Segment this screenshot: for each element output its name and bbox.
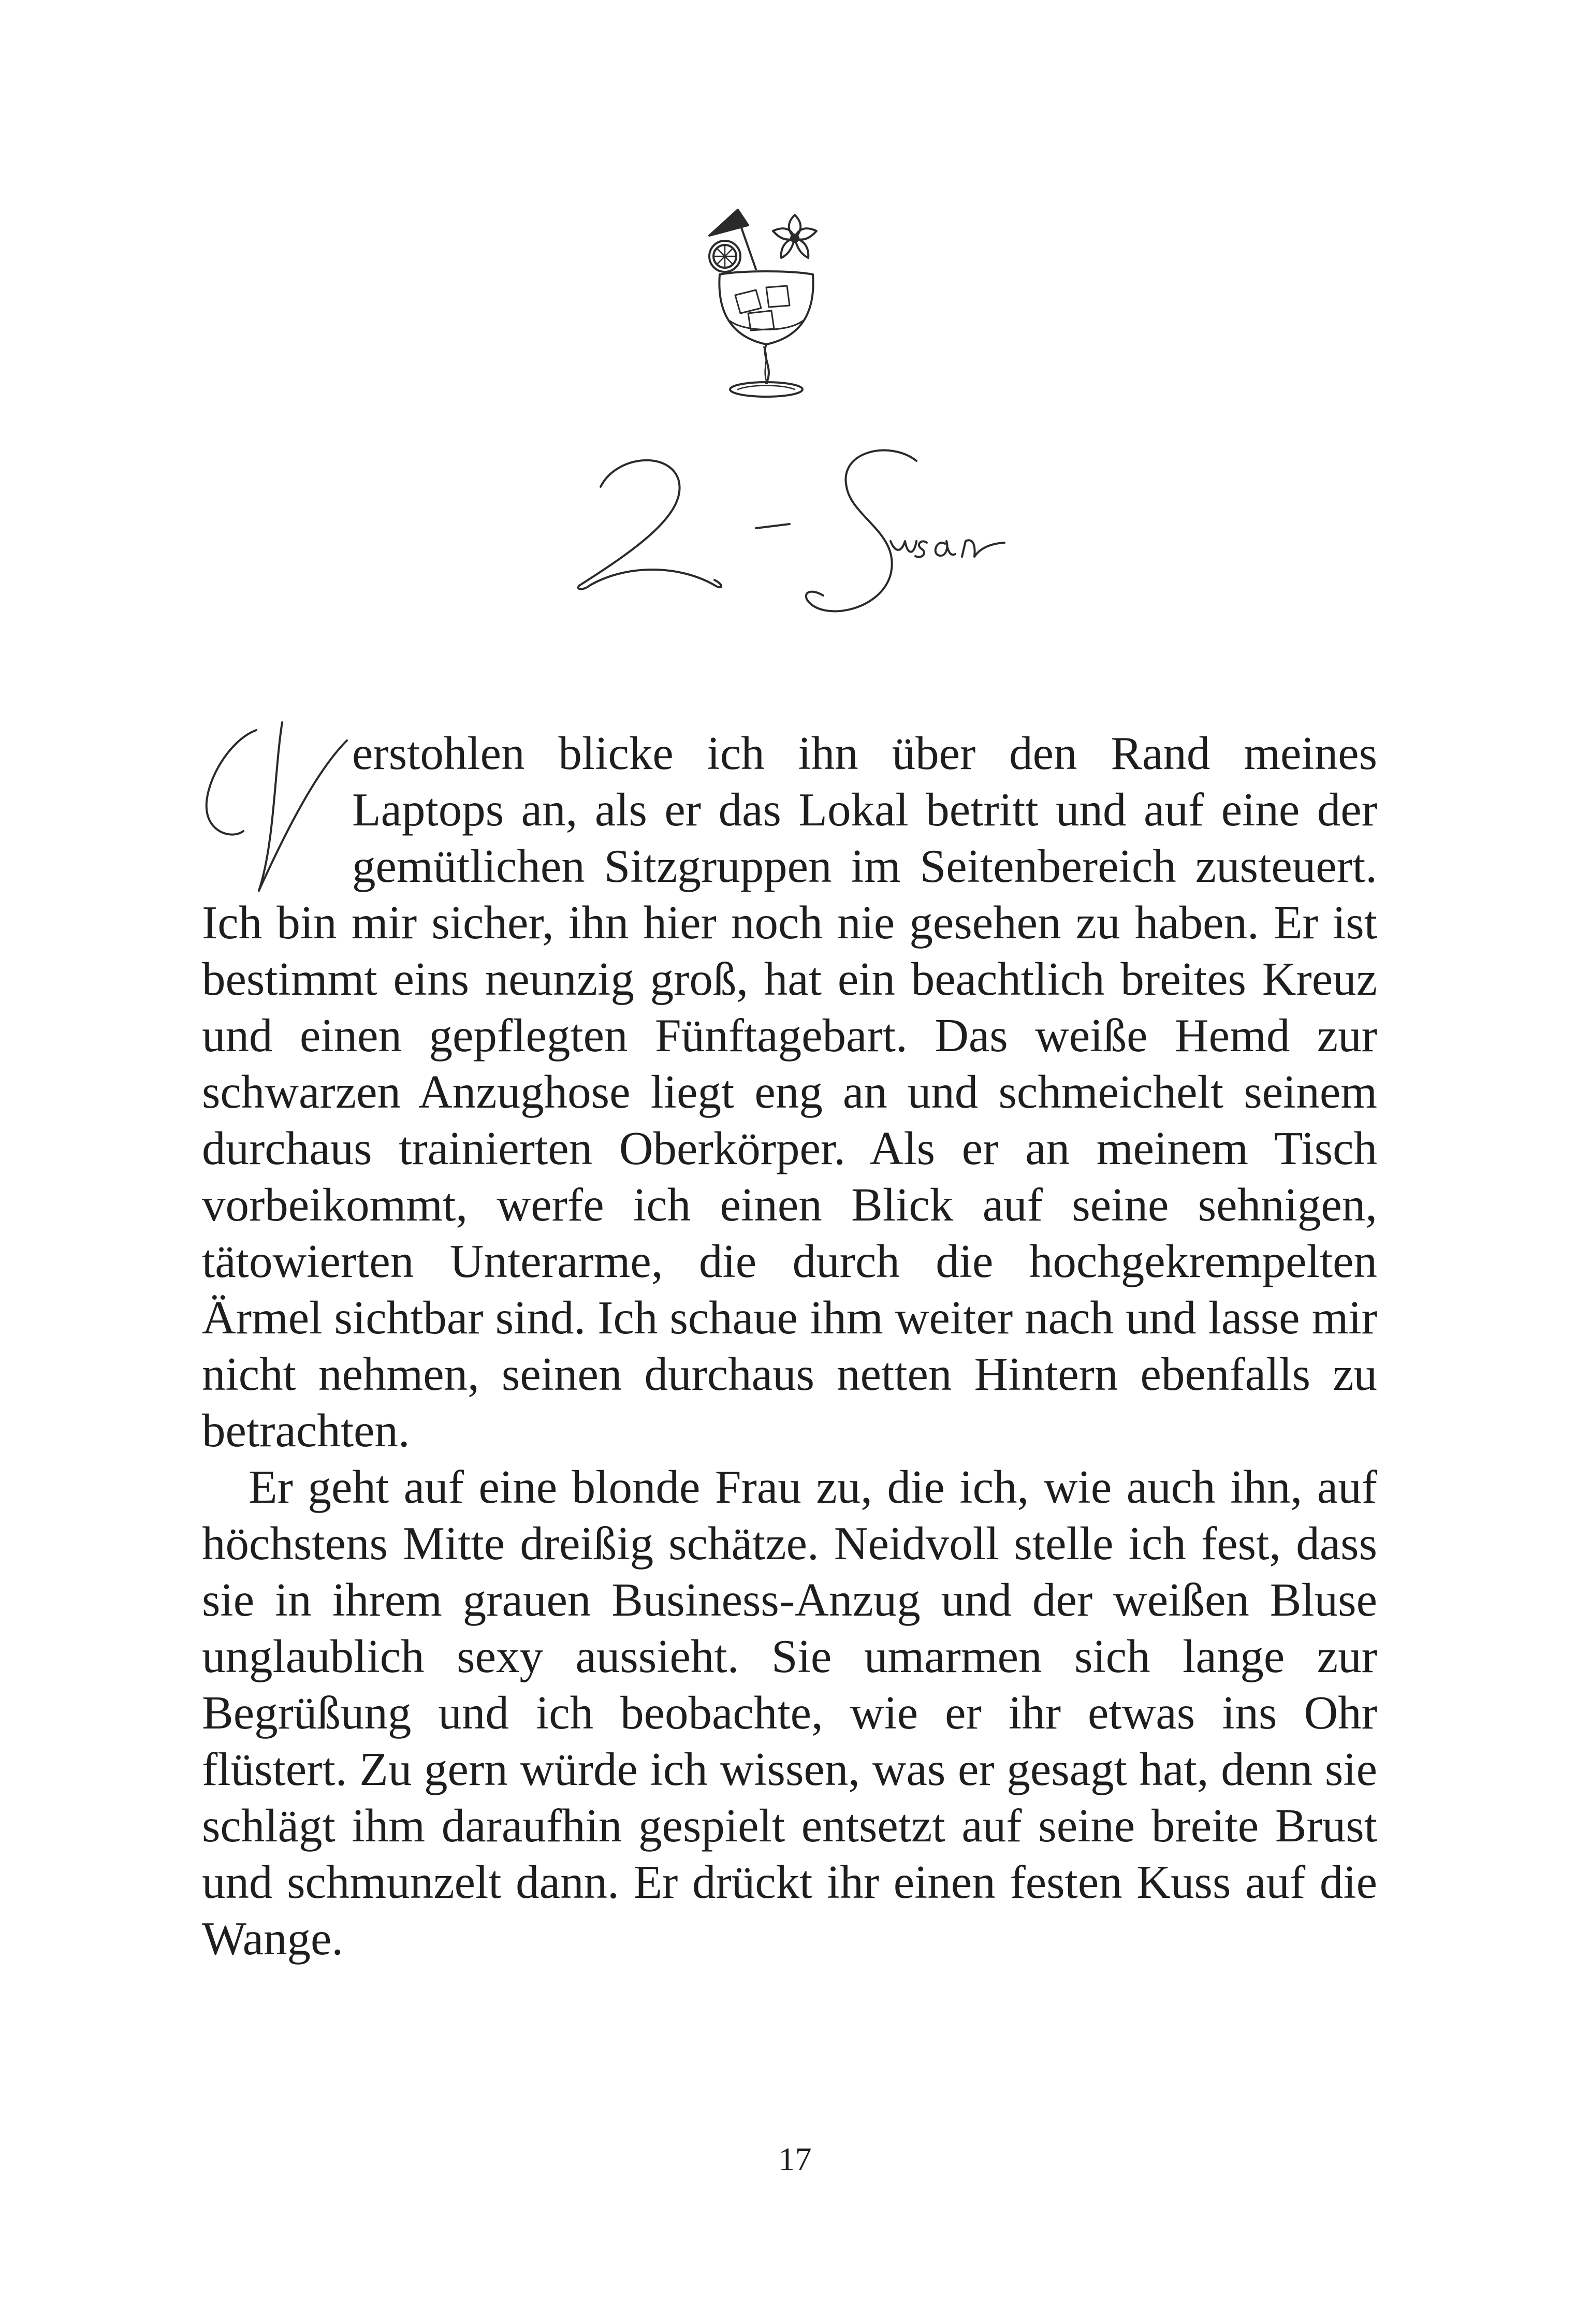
- paragraph-2: Er geht auf eine blonde Frau zu, die ich, wie auch ihn, auf höchstens Mitte dreißig schätze. Neidvoll stelle ich fest, dass sie in ihrem grauen Business-Anzug und der weißen Bluse unglaublich sexy aussieht. Sie umarmen sich lange zur Begrüßung und ich beobachte, wie er ihr etwas ins Ohr flüstert. Zu gern würde ich wissen, was er gesagt hat, denn sie schlägt ihm daraufhin gespielt entsetzt auf seine breite Brust und schmunzelt dann. Er drückt ihr einen festen Kuss auf die Wange.: [202, 1461, 1377, 1965]
- chapter-heading: [559, 430, 1046, 637]
- dropcap: [197, 725, 352, 894]
- dropcap-v-script: [197, 709, 352, 906]
- paragraph-1: [202, 725, 1377, 1459]
- cocktail-glass-icon: [689, 197, 844, 414]
- chapter-heading-script: [559, 430, 1046, 637]
- paragraph-1-text: erstohlen blicke ich ihn über den Rand meines Laptops an, als er das Lokal betritt und auf eine der gemütlichen Sitzgruppen im Seitenbereich zusteuert. Ich bin mir sicher, ihn hier noch nie gesehen zu haben. Er ist bestimmt eins neunzig groß, hat ein beachtlich breites Kreuz und einen gepflegten Fünftagebart. Das weiße Hemd zur schwarzen Anzughose liegt eng an und schmeichelt seinem durchaus trainierten Oberkörper. Als er an meinem Tisch vorbeikommt, werfe ich einen Blick auf seine sehnigen, tätowierten Unterarme, die durch die hochgekrempelten Ärmel sichtbar sind. Ich schaue ihm weiter nach und lasse mir nicht nehmen, seinen durchaus netten Hintern ebenfalls zu betrachten.: [202, 727, 1377, 1457]
- page-number: 17: [778, 2141, 812, 2177]
- chapter-body: [202, 725, 1377, 1967]
